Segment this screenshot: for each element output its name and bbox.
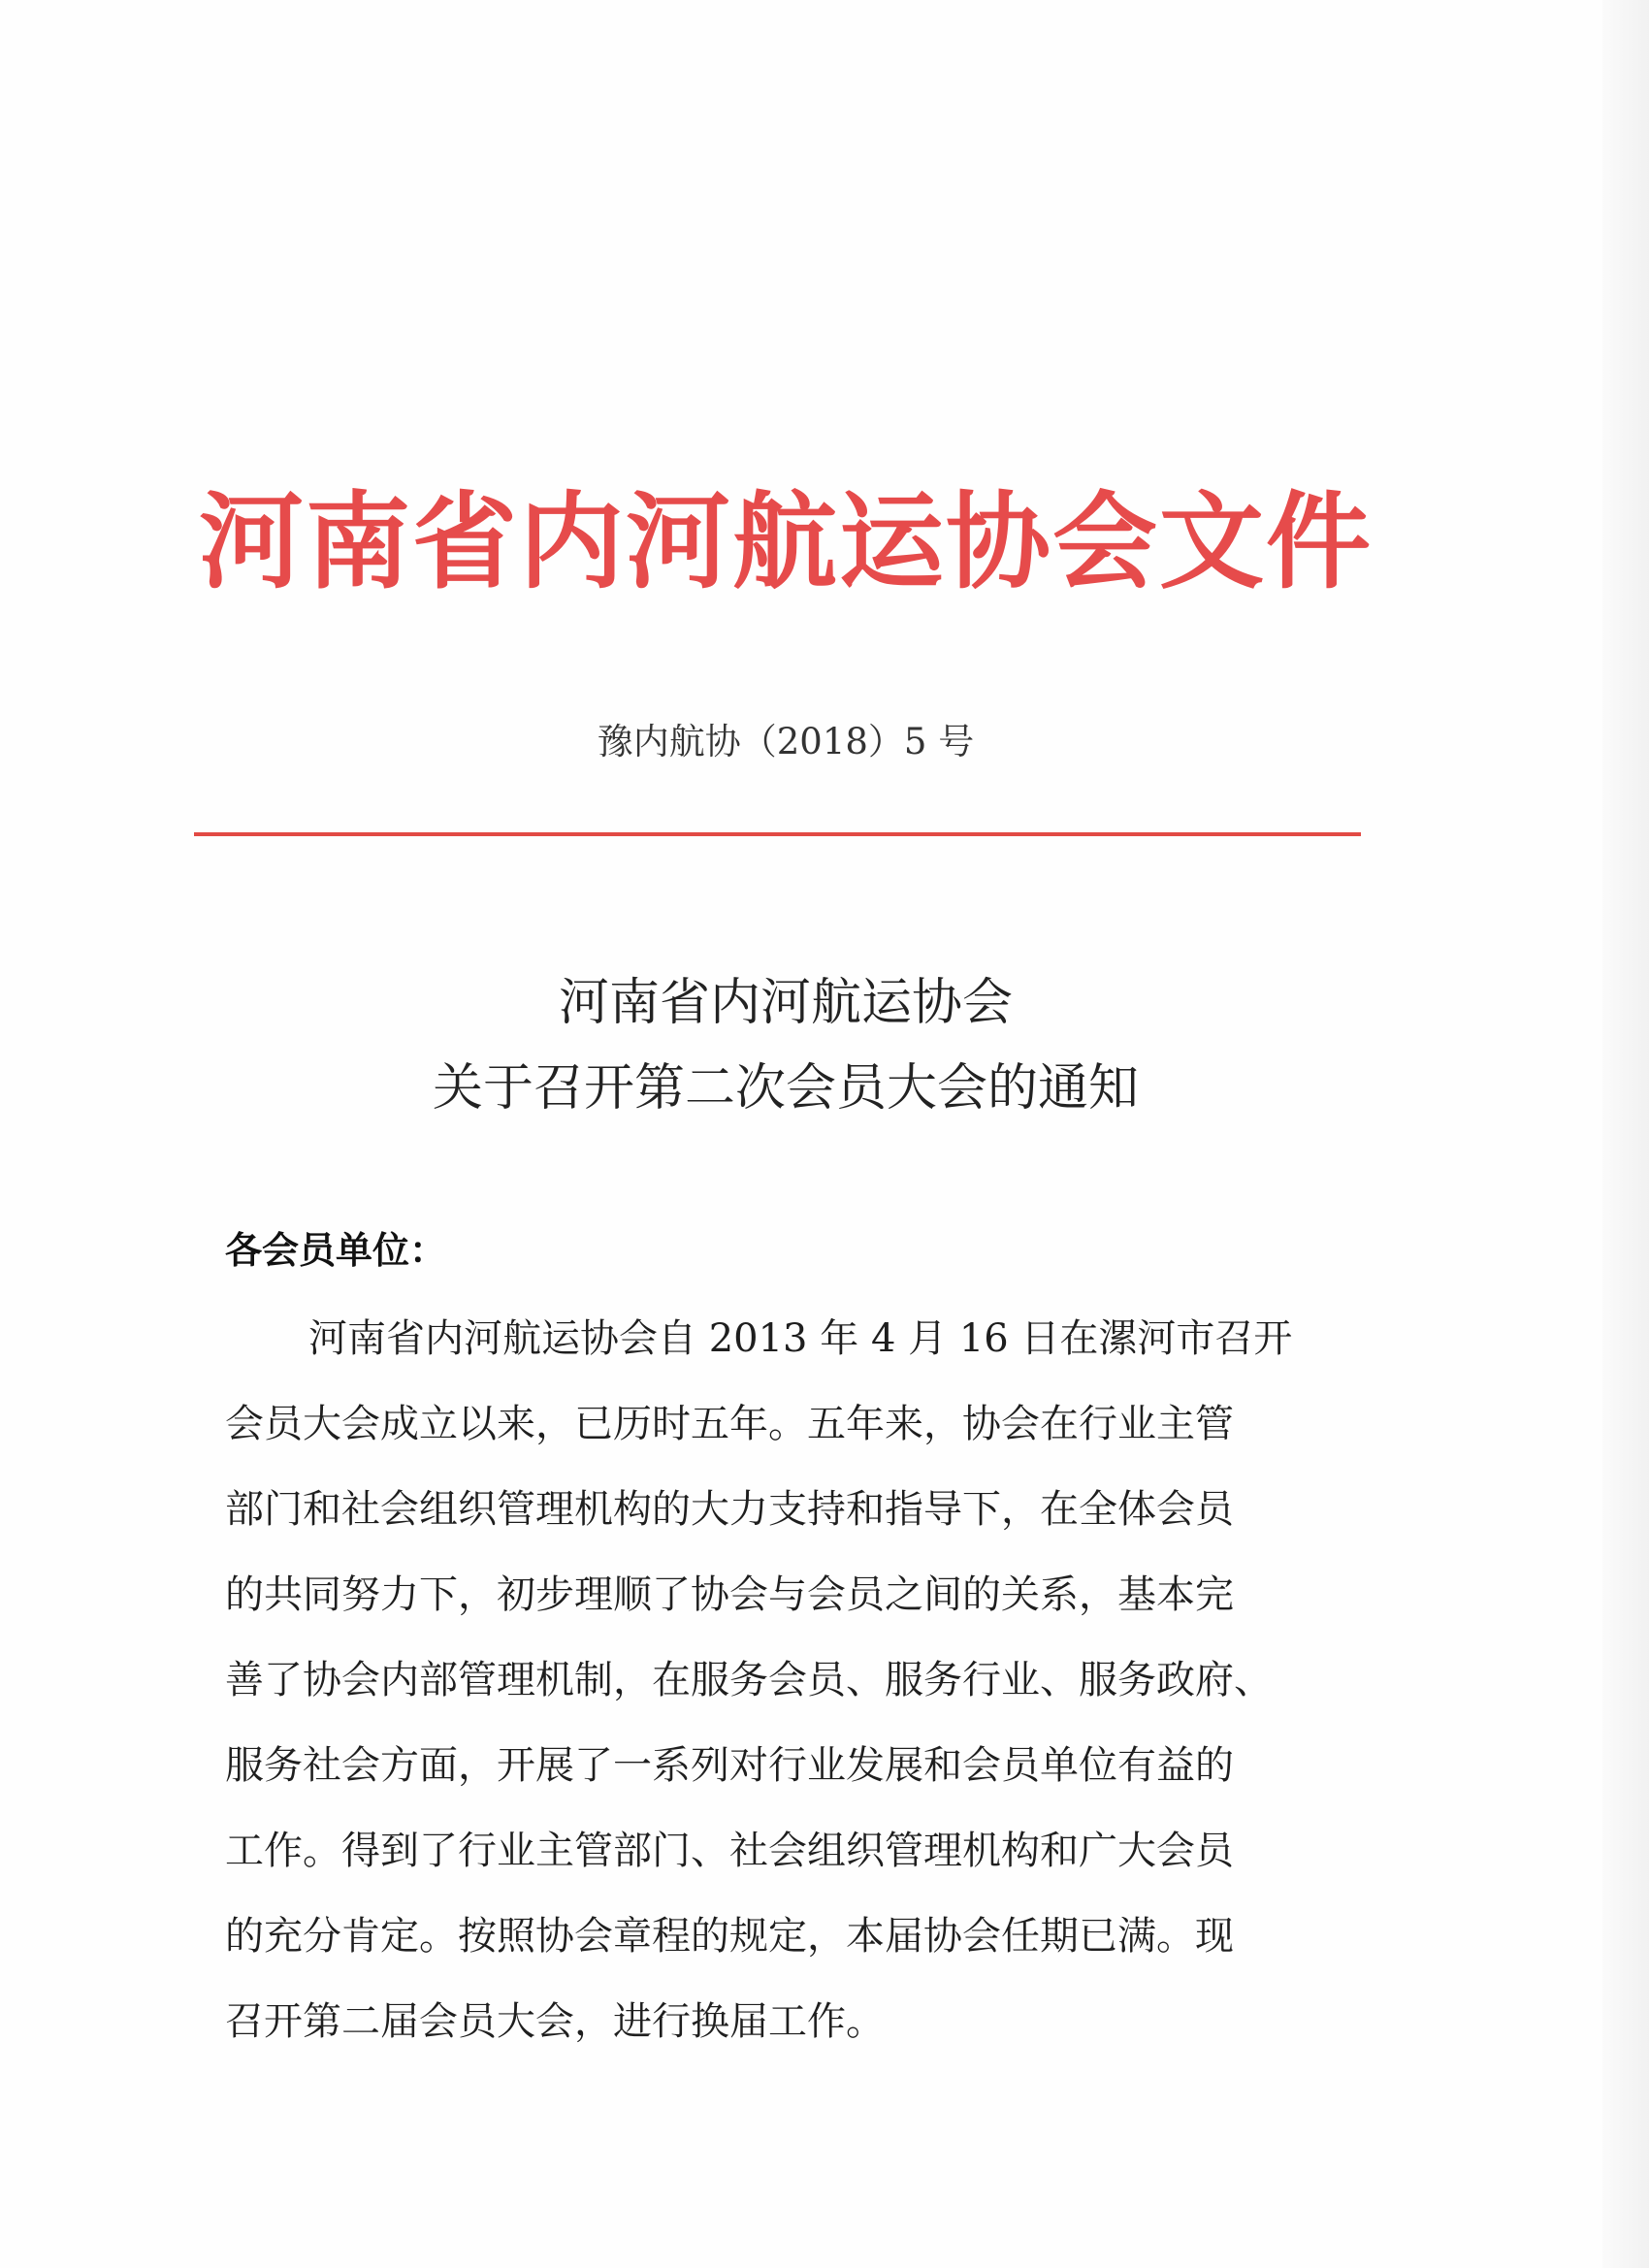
notice-title-line-1: 河南省内河航运协会 xyxy=(558,974,1013,1032)
body-line: 会员大会成立以来，已历时五年。五年来，协会在行业主管 xyxy=(225,1402,1234,1446)
notice-title-line-2: 关于召开第二次会员大会的通知 xyxy=(432,1059,1139,1118)
red-divider-rule xyxy=(194,832,1361,836)
page-edge-shadow xyxy=(1602,0,1649,2268)
body-line: 部门和社会组织管理机构的大力支持和指导下，在全体会员 xyxy=(225,1487,1234,1532)
body-line: 的共同努力下，初步理顺了协会与会员之间的关系，基本完 xyxy=(225,1572,1234,1617)
body-line: 工作。得到了行业主管部门、社会组织管理机构和广大会员 xyxy=(225,1829,1234,1873)
body-line: 的充分肯定。按照协会章程的规定，本届协会任期已满。现 xyxy=(225,1914,1234,1959)
body-line: 服务社会方面，开展了一系列对行业发展和会员单位有益的 xyxy=(225,1743,1234,1788)
document-number: 豫内航协（2018）5 号 xyxy=(597,721,975,762)
body-line: 河南省内河航运协会自 2013 年 4 月 16 日在漯河市召开 xyxy=(308,1316,1293,1361)
body-paragraph xyxy=(225,1296,1348,2064)
body-line: 善了协会内部管理机制，在服务会员、服务行业、服务政府、 xyxy=(225,1658,1273,1702)
notice-title xyxy=(194,960,1377,1131)
body-line: 召开第二届会员大会，进行换届工作。 xyxy=(225,1999,885,2044)
salutation: 各会员单位： xyxy=(225,1228,447,1272)
masthead-title: 河南省内河航运协会文件 xyxy=(198,481,1373,603)
